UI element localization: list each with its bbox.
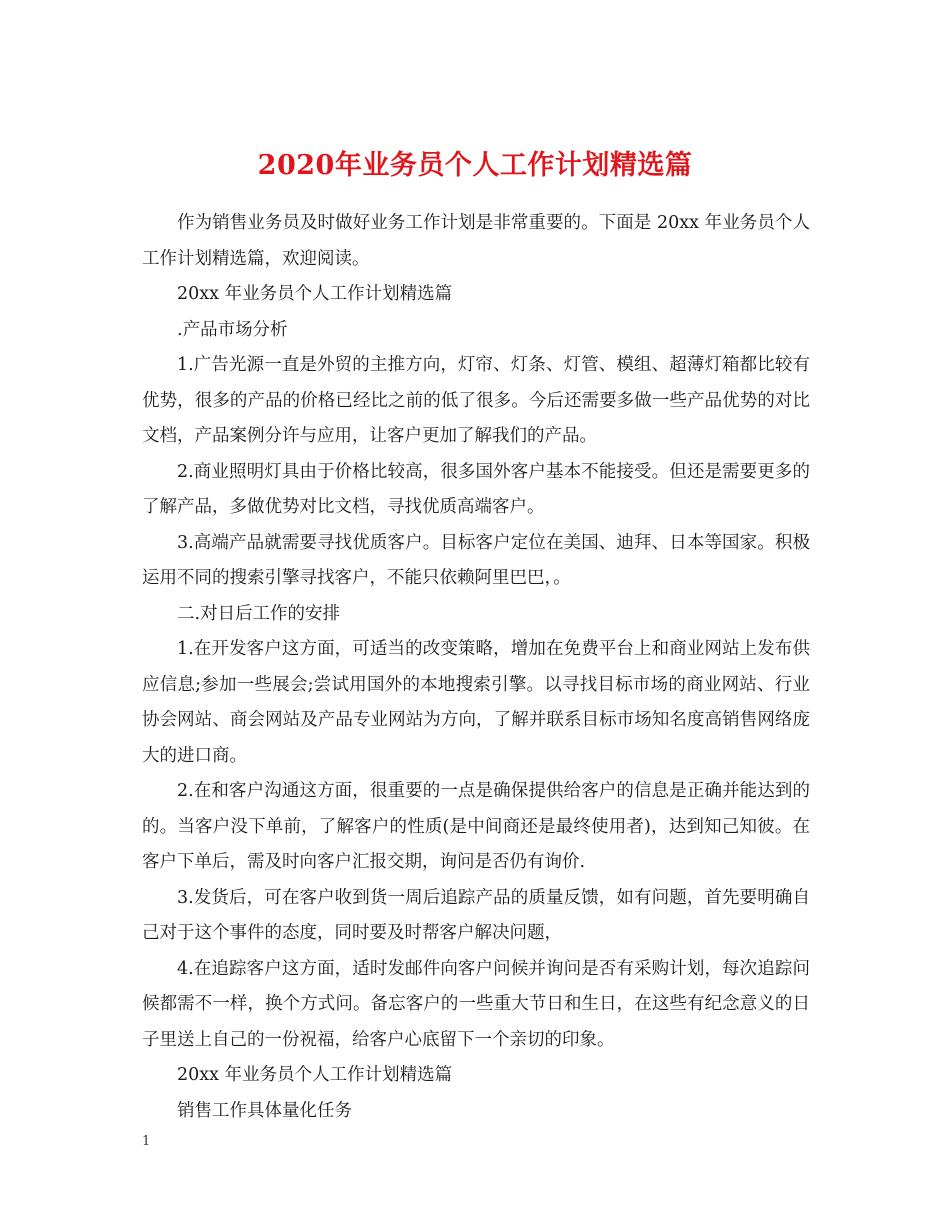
body-paragraph: 2.在和客户沟通这方面，很重要的一点是确保提供给客户的信息是正确并能达到的的。当客户没下单前，了解客户的性质(是中间商还是最终使用者)，达到知己知彼。在客户下单后，需及时向客户汇报交期，询问是否仍有询价. — [142, 781, 810, 872]
document-title: 2020年业务员个人工作计划精选篇 — [257, 150, 693, 182]
body-paragraph: 3.高端产品就需要寻找优质客户。目标客户定位在美国、迪拜、日本等国家。积极运用不同的搜索引擎寻找客户，不能只依赖阿里巴巴，。 — [142, 532, 810, 588]
subsection-heading: 销售工作具体量化任务 — [177, 1100, 352, 1121]
body-paragraph: 4.在追踪客户这方面，适时发邮件向客户问候并询问是否有采购计划，每次追踪问候都需不一样，换个方式问。备忘客户的一些重大节日和生日，在这些有纪念意义的日子里送上自己的一份祝福，给客户心底留下一个亲切的印象。 — [142, 958, 810, 1050]
subsection-heading: .产品市场分析 — [177, 319, 288, 340]
section-heading: 20xx 年业务员个人工作计划精选篇 — [177, 1065, 453, 1085]
body-paragraph: 2.商业照明灯具由于价格比较高，很多国外客户基本不能接受。但还是需要更多的了解产品，多做优势对比文档，寻找优质高端客户。 — [142, 461, 810, 517]
body-paragraph: 1.广告光源一直是外贸的主推方向，灯帘、灯条、灯管、模组、超薄灯箱都比较有优势，很多的产品的价格已经比之前的低了很多。今后还需要多做一些产品优势的对比文档，产品案例分许与应用，让客户更加了解我们的产品。 — [142, 355, 810, 446]
section-heading: 20xx 年业务员个人工作计划精选篇 — [177, 284, 453, 304]
body-paragraph: 1.在开发客户这方面，可适当的改变策略，增加在免费平台上和商业网站上发布供应信息;参加一些展会;尝试用国外的本地搜索引擎。以寻找目标市场的商业网站、行业协会网站、商会网站及产品专业网站为方向，了解并联系目标市场知名度高销售网络庞大的进口商。 — [142, 639, 810, 766]
intro-paragraph: 作为销售业务员及时做好业务工作计划是非常重要的。下面是 20xx 年业务员个人工作计划精选篇，欢迎阅读。 — [142, 213, 810, 269]
page-number: 1 — [142, 1134, 151, 1149]
document-body — [142, 206, 810, 1129]
body-paragraph: 3.发货后，可在客户收到货一周后追踪产品的质量反馈，如有问题，首先要明确自己对于这个事件的态度，同时要及时帮客户解决问题， — [142, 887, 810, 943]
subsection-heading: 二.对日后工作的安排 — [177, 603, 341, 624]
